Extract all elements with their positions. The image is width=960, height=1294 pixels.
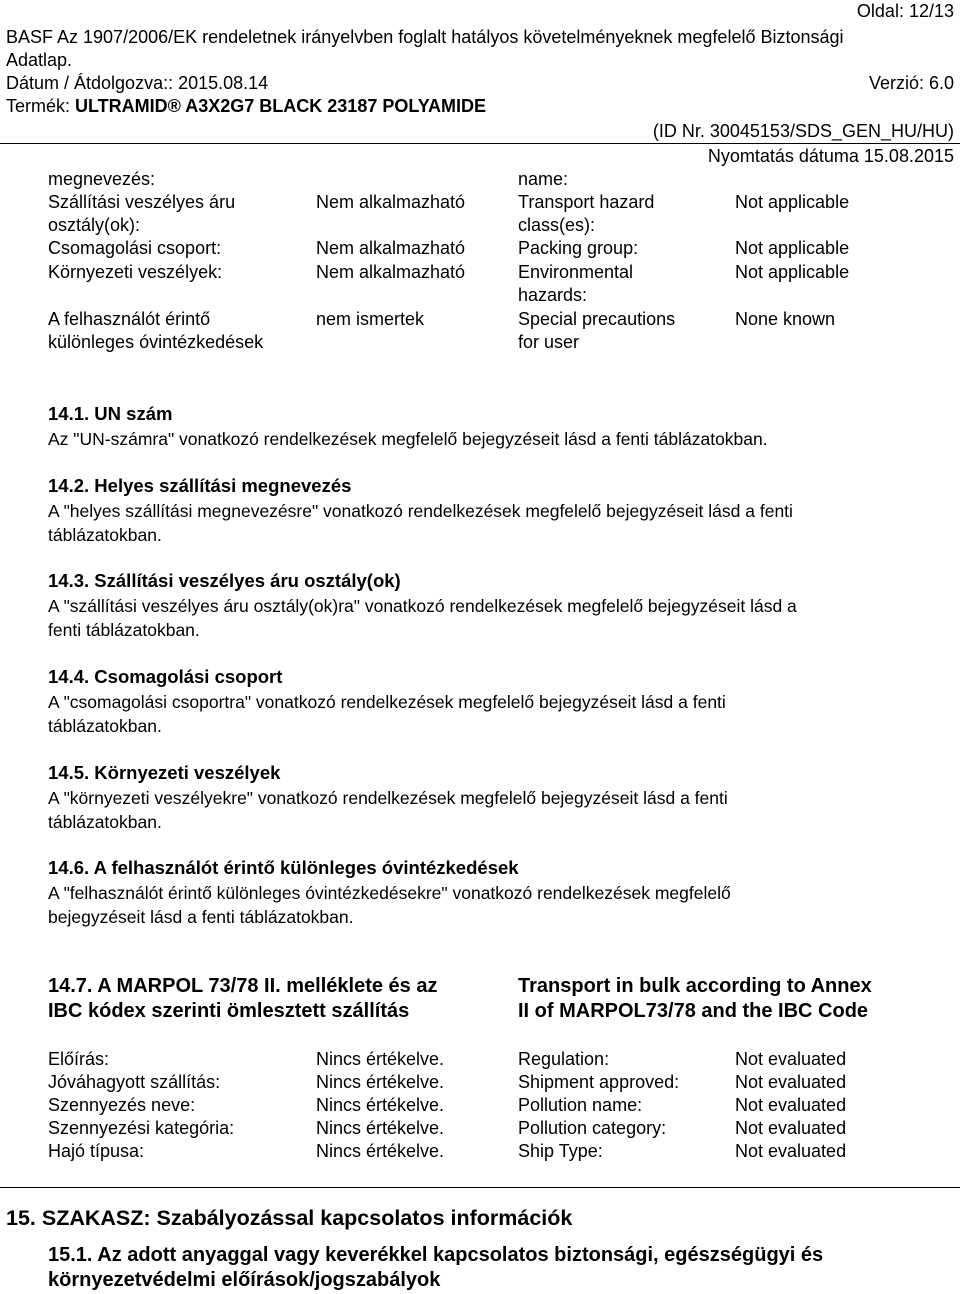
document-title-line-2: Adatlap. (6, 50, 73, 70)
hu-label (48, 308, 263, 354)
en-label-line: Special precautions (518, 309, 676, 329)
document-id: (ID Nr. 30045153/SDS_GEN_HU/HU) (652, 121, 954, 141)
en-label: Packing group: (518, 238, 639, 258)
en-label-line: class(es): (518, 215, 596, 235)
en-label: name: (518, 169, 569, 189)
en-label (518, 308, 675, 354)
subsection-number: 14.4. (48, 666, 90, 687)
marpol-value: Nincs értékelve. (316, 1049, 445, 1069)
marpol-value: Nincs értékelve. (316, 1118, 445, 1138)
text-line: táblázatokban. (48, 525, 162, 545)
product-name: ULTRAMID® A3X2G7 BLACK 23187 POLYAMIDE (75, 96, 487, 116)
subsection-number: 14.5. (48, 762, 90, 783)
subsection-title: Csomagolási csoport (94, 666, 283, 687)
subsection-number: 14.3. (48, 570, 90, 591)
marpol-value: Nincs értékelve. (316, 1141, 445, 1161)
text-line: bejegyzéseit lásd a fenti táblázatokban. (48, 907, 354, 927)
revision-date: Dátum / Átdolgozva:: 2015.08.14 (6, 73, 269, 93)
marpol-value: Not evaluated (735, 1141, 847, 1161)
marpol-label: Regulation: (518, 1049, 610, 1069)
en-label-line: for user (518, 332, 580, 352)
heading-line: környezetvédelmi előírások/jogszabályok (48, 1269, 441, 1291)
marpol-hu-values (316, 1048, 444, 1163)
en-value: Not applicable (735, 262, 850, 282)
marpol-en-values (735, 1048, 846, 1163)
subsection-number: 14.6. (48, 857, 90, 878)
version-label: Verzió: 6.0 (868, 73, 954, 93)
header-divider (0, 143, 960, 144)
en-value: Not applicable (735, 192, 850, 212)
document-title-line-1: BASF Az 1907/2006/EK rendeletnek irányelvben foglalt hatályos követelményeknek megfelelő Biztonsági (6, 27, 844, 47)
hu-label (48, 191, 235, 237)
heading-line: IBC kódex szerinti ömlesztett szállítás (48, 1000, 410, 1022)
marpol-label: Shipment approved: (518, 1072, 680, 1092)
subsection-number: 14.1. (48, 403, 90, 424)
product-line (6, 95, 486, 117)
marpol-label: Előírás: (48, 1049, 110, 1069)
subsection-number: 14.2. (48, 475, 90, 496)
product-prefix: Termék: (6, 96, 76, 116)
text-line: A "szállítási veszélyes áru osztály(ok)ra" vonatkozó rendelkezések megfelelő bejegyzéseit lásd a (48, 596, 797, 616)
print-date: Nyomtatás dátuma 15.08.2015 (707, 146, 954, 166)
heading-line: 14.7. A MARPOL 73/78 II. melléklete és az (48, 975, 438, 997)
en-label-line: hazards: (518, 285, 588, 305)
hu-value: Nem alkalmazható (316, 192, 466, 212)
heading-line: 15.1. Az adott anyaggal vagy keverékkel kapcsolatos biztonsági, egészségügyi és (48, 1244, 824, 1266)
text-line: táblázatokban. (48, 812, 162, 832)
hu-value: nem ismertek (316, 309, 425, 329)
subsection-text (48, 881, 731, 929)
en-label-line: Transport hazard (518, 192, 655, 212)
subsection-title: Helyes szállítási megnevezés (94, 475, 352, 496)
text-line: A "helyes szállítási megnevezésre" vonatkozó rendelkezések megfelelő bejegyzéseit lásd a fenti (48, 501, 793, 521)
text-line: A "csomagolási csoportra" vonatkozó rendelkezések megfelelő bejegyzéseit lásd a fenti (48, 692, 726, 712)
subsection-heading (48, 761, 280, 785)
marpol-value: Not evaluated (735, 1049, 847, 1069)
hu-label: Csomagolási csoport: (48, 238, 222, 258)
marpol-label: Szennyezési kategória: (48, 1118, 235, 1138)
hu-label-line: különleges óvintézkedések (48, 332, 264, 352)
subsection-title: Szállítási veszélyes áru osztály(ok) (94, 570, 401, 591)
marpol-label: Pollution name: (518, 1095, 643, 1115)
marpol-value: Nincs értékelve. (316, 1095, 445, 1115)
text-line: A "környezeti veszélyekre" vonatkozó rendelkezések megfelelő bejegyzéseit lásd a fenti (48, 788, 728, 808)
subsection-text (48, 786, 728, 834)
subsection-heading (48, 665, 282, 689)
section-15-title: 15. SZAKASZ: Szabályozással kapcsolatos információk (6, 1206, 573, 1230)
hu-value: Nem alkalmazható (316, 262, 466, 282)
page-number: Oldal: 12/13 (856, 1, 954, 21)
heading-line: Transport in bulk according to Annex (518, 975, 872, 997)
marpol-label: Szennyezés neve: (48, 1095, 196, 1115)
marpol-label: Hajó típusa: (48, 1141, 145, 1161)
subsection-text: Az "UN-számra" vonatkozó rendelkezések megfelelő bejegyzéseit lásd a fenti táblázatokban. (48, 429, 768, 449)
text-line: fenti táblázatokban. (48, 620, 200, 640)
marpol-heading-en (518, 974, 872, 1024)
en-value: Not applicable (735, 238, 850, 258)
subsection-heading (48, 402, 172, 426)
marpol-heading-hu (48, 974, 437, 1024)
subsection-text (48, 690, 726, 738)
marpol-hu-labels (48, 1048, 234, 1163)
marpol-label: Pollution category: (518, 1118, 667, 1138)
subsection-heading (48, 569, 401, 593)
subsection-title: Környezeti veszélyek (94, 762, 281, 783)
en-value: None known (735, 309, 836, 329)
hu-label-line: osztály(ok): (48, 215, 141, 235)
hu-label: Környezeti veszélyek: (48, 262, 223, 282)
subsection-heading (48, 856, 519, 880)
subsection-text (48, 499, 793, 547)
en-label-line: Environmental (518, 262, 634, 282)
subsection-title: A felhasználót érintő különleges óvintézkedések (93, 857, 519, 878)
section-divider (0, 1187, 960, 1188)
section-15-1-heading (48, 1243, 823, 1293)
subsection-title: UN szám (94, 403, 173, 424)
marpol-value: Not evaluated (735, 1118, 847, 1138)
marpol-en-labels (518, 1048, 679, 1163)
marpol-value: Nincs értékelve. (316, 1072, 445, 1092)
en-label (518, 191, 654, 237)
marpol-value: Not evaluated (735, 1095, 847, 1115)
hu-label-line: A felhasználót érintő (48, 309, 211, 329)
marpol-label: Jóváhagyott szállítás: (48, 1072, 221, 1092)
heading-line: II of MARPOL73/78 and the IBC Code (518, 1000, 869, 1022)
marpol-label: Ship Type: (518, 1141, 603, 1161)
text-line: táblázatokban. (48, 716, 162, 736)
subsection-text (48, 594, 797, 642)
en-label (518, 261, 633, 307)
hu-label-line: Szállítási veszélyes áru (48, 192, 236, 212)
hu-value: Nem alkalmazható (316, 238, 466, 258)
marpol-value: Not evaluated (735, 1072, 847, 1092)
hu-label: megnevezés: (48, 169, 156, 189)
subsection-heading (48, 474, 351, 498)
text-line: A "felhasználót érintő különleges óvintézkedésekre" vonatkozó rendelkezések megfelelő (48, 883, 731, 903)
